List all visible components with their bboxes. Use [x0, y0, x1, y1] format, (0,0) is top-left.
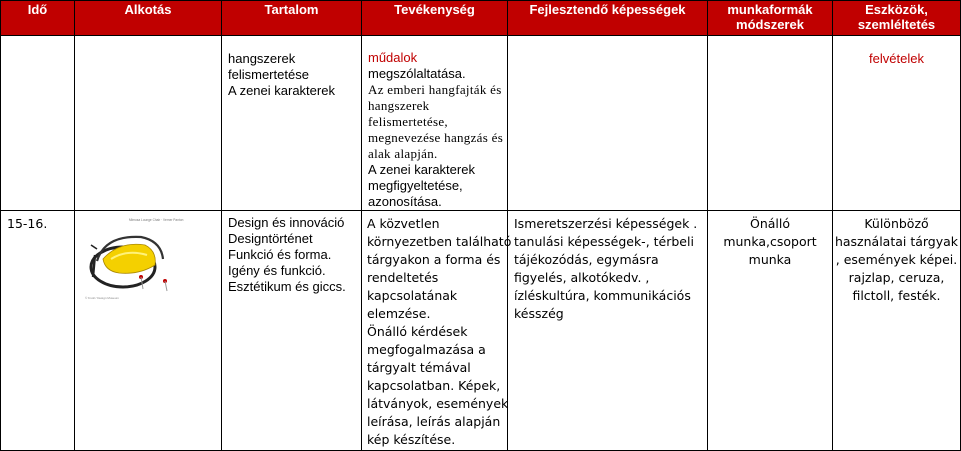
header-tevekenyseg: Tevékenység	[362, 1, 508, 36]
cell-munkaformak	[708, 211, 833, 451]
cell-tevekenyseg	[362, 36, 508, 211]
tevekenyseg-line: azonosítása.	[368, 194, 442, 209]
tevekenyseg-line: megfigyeltetése,	[368, 178, 463, 193]
tevekenyseg-line: látványok, események	[367, 396, 509, 411]
eszkozok-text: felvételek	[869, 51, 924, 66]
cell-tartalom	[222, 211, 362, 451]
tevekenyseg-line: tárgyalt témával	[367, 360, 471, 375]
kepessegek-line: Ismeretszerzési képességek .	[514, 216, 698, 231]
ido-text: 15-16.	[7, 216, 48, 231]
tartalom-line: hangszerek	[228, 51, 296, 66]
cell-tartalom	[222, 36, 362, 211]
chair-image	[83, 215, 184, 305]
cell-ido	[1, 211, 75, 451]
tevekenyseg-line: megszólaltatása.	[368, 66, 466, 81]
tartalom-line: felismertetése	[228, 67, 309, 82]
table-row-continuation	[1, 36, 961, 211]
cell-ido	[1, 36, 75, 211]
header-tartalom: Tartalom	[222, 1, 362, 36]
tevekenyseg-line: A zenei karakterek	[368, 162, 475, 177]
eszkozok-line: használatai tárgyak	[834, 234, 959, 249]
tevekenyseg-line: Önálló kérdések	[367, 324, 468, 339]
munkaformak-line: munka,csoport	[723, 234, 817, 249]
tevekenyseg-line: tárgyakon a forma és	[367, 252, 501, 267]
kepessegek-line: tájékozódás, egymásra	[514, 252, 659, 267]
tevekenyseg-line: alak alapján.	[368, 146, 438, 161]
eszkozok-line: Különböző	[864, 216, 929, 231]
tartalom-line: Esztétikum és giccs.	[228, 279, 346, 294]
tevekenyseg-line: leírása, leírás alapján	[367, 414, 501, 429]
tevekenyseg-line: hangszerek	[368, 98, 430, 113]
chair-photo	[83, 215, 184, 305]
header-ido: Idő	[1, 1, 75, 36]
tevekenyseg-line: kép készítése.	[367, 432, 456, 447]
header-alkotas: Alkotás	[75, 1, 222, 36]
cell-munkaformak	[708, 36, 833, 211]
cell-kepessegek	[508, 211, 708, 451]
tevekenyseg-line: műdalok	[368, 50, 418, 65]
tevekenyseg-line: megfogalmazása a	[367, 342, 486, 357]
eszkozok-line: filctoll, festék.	[852, 288, 941, 303]
table-row-design	[1, 211, 961, 451]
image-credit: © Knoll / Design Museum	[85, 296, 119, 300]
header-row	[1, 1, 961, 36]
tevekenyseg-line: rendeltetés	[367, 270, 439, 285]
tartalom-line: Designtörténet	[228, 231, 313, 246]
tartalom-line: Igény és funkció.	[228, 263, 326, 278]
header-kepessegek: Fejlesztendő képességek	[508, 1, 708, 36]
kepessegek-line: tanulási képességek-, térbeli	[514, 234, 694, 249]
tartalom-line: Design és innováció	[228, 215, 345, 230]
cell-alkotas	[75, 211, 222, 451]
tartalom-line: Funkció és forma.	[228, 247, 332, 262]
tevekenyseg-line: A közvetlen	[367, 216, 440, 231]
cell-tevekenyseg	[362, 211, 512, 451]
cell-eszkozok	[833, 211, 961, 451]
tevekenyseg-line: elemzése.	[367, 306, 431, 321]
image-caption: Mimosa Lounge Chair · Verner Panton	[129, 218, 184, 222]
tevekenyseg-line: felismertetése,	[368, 114, 448, 129]
tartalom-line: A zenei karakterek	[228, 83, 335, 98]
tevekenyseg-line: kapcsolatban. Képek,	[367, 378, 501, 393]
tevekenyseg-line: környezetben található	[367, 234, 512, 249]
tevekenyseg-line: kapcsolatának	[367, 288, 458, 303]
header-eszkozok: Eszközök, szemléltetés	[833, 1, 961, 36]
munkaformak-line: Önálló	[749, 216, 790, 231]
cell-eszkozok	[833, 36, 961, 211]
cell-alkotas	[75, 36, 222, 211]
header-munkaformak: munkaformák módszerek	[708, 1, 833, 36]
munkaformak-line: munka	[748, 252, 792, 267]
tevekenyseg-line: megnevezése hangzás és	[368, 130, 504, 145]
eszkozok-line: rajzlap, ceruza,	[848, 270, 945, 285]
kepessegek-line: késszég	[514, 306, 564, 321]
tevekenyseg-line: Az emberi hangfajták és	[368, 82, 502, 97]
cell-kepessegek	[508, 36, 708, 211]
eszkozok-line: , események képei.	[835, 252, 958, 267]
kepessegek-line: figyelés, alkotókedv. ,	[514, 270, 650, 285]
kepessegek-line: ízléskultúra, kommunikációs	[514, 288, 691, 303]
